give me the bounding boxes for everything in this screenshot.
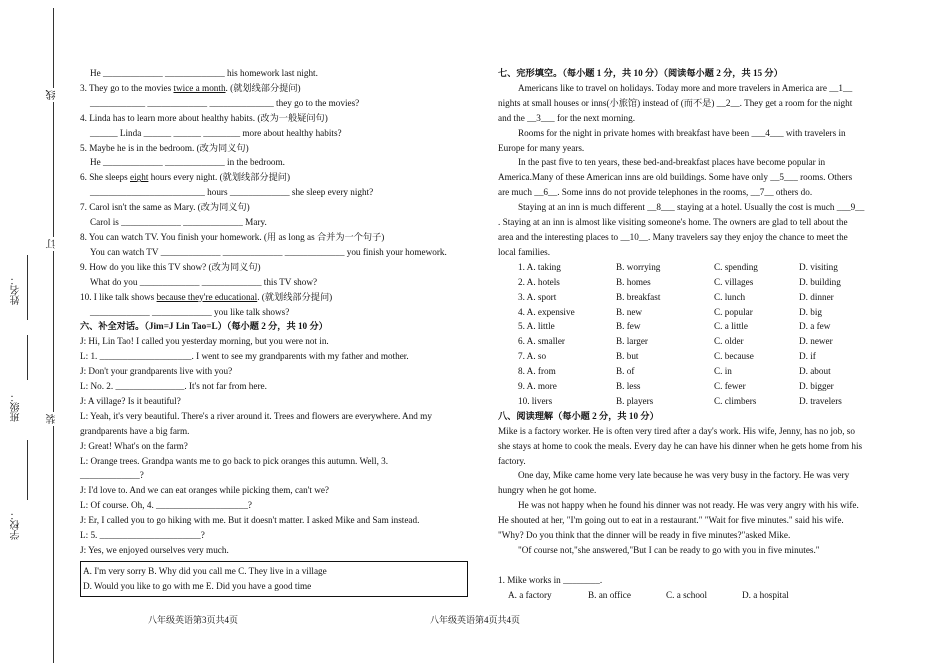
class-field-label: 班级：	[11, 392, 22, 422]
option-d: D. a hospital	[742, 589, 789, 600]
choice-option: C. climbers	[714, 395, 757, 406]
exercise-line: ______ Linda ______ ______ ________ more about healthy habits?	[90, 127, 342, 138]
exercise-line: 4. Linda has to learn more about healthy habits. (改为一般疑问句)	[80, 112, 328, 123]
exercise-line	[80, 170, 480, 185]
section-8-title: 八、阅读理解（每小题 2 分，共 10 分）	[498, 410, 659, 421]
dialog-options-box	[80, 561, 468, 597]
line-text: . (就划线部分提问)	[257, 291, 333, 302]
underlined-phrase: because they're educational	[156, 291, 258, 302]
choice-row	[498, 260, 898, 275]
choice-row	[498, 290, 898, 305]
blank-gap	[498, 558, 898, 573]
school-field-label: 学校：	[11, 510, 22, 540]
page-footer-left: 八年级英语第3页共4页	[148, 615, 239, 625]
choice-option: 4. A. expensive	[518, 306, 575, 317]
exercise-line: He _____________ _____________ his homework last night.	[90, 68, 318, 78]
dialog-line: _____________?	[80, 470, 144, 481]
choice-option: 6. A. smaller	[518, 336, 565, 347]
cloze-line: In the past five to ten years, these bed-and-breakfast places have become popular in	[518, 157, 826, 168]
dialog-line: J: I'd love to. And we can eat oranges while picking them, can't we?	[80, 485, 329, 496]
right-column	[498, 66, 898, 603]
choice-option: B. homes	[616, 276, 651, 287]
choice-option: B. few	[616, 321, 641, 332]
choice-option: 1. A. taking	[518, 261, 561, 272]
dialog-line: L: Of course. Oh, 4. ____________________?	[80, 500, 252, 511]
choice-option: C. fewer	[714, 381, 746, 392]
dialog-line: J: A village? Is it beautiful?	[80, 395, 181, 406]
section-6-title: 六、补全对话。（Jim=J Lin Tao=L）（每小题 2 分，共 10 分）	[80, 321, 328, 332]
choice-option: 7. A. so	[518, 351, 547, 362]
choice-option: D. a few	[799, 321, 831, 332]
exercise-line: You can watch TV _____________ _____________ _____________ you finish your homework.	[90, 246, 447, 257]
cloze-line: America.Many of these American inns are old buildings. Some have only __5___ rooms. Others	[498, 172, 853, 183]
choice-option: C. older	[714, 336, 744, 347]
choice-row	[498, 349, 898, 364]
dialog-line: J: Yes, we enjoyed ourselves very much.	[80, 545, 229, 555]
choice-option: D. dinner	[799, 291, 834, 302]
reading-line: she stays at home to cook the meals. Every day he can have his dinner when he gets home from his	[498, 440, 863, 451]
line-text: . (就划线部分提问)	[225, 82, 301, 93]
exercise-line: 8. You can watch TV. You finish your homework. (用 as long as 合并为一个句子)	[80, 231, 385, 242]
choice-option: 3. A. sport	[518, 291, 557, 302]
choice-row	[498, 305, 898, 320]
question-1: 1. Mike works in ________.	[498, 574, 603, 585]
question-1-options	[498, 588, 898, 603]
line-text: hours every night. (就划线部分提问)	[148, 172, 291, 183]
choice-row	[498, 364, 898, 379]
choice-option: 2. A. hotels	[518, 276, 560, 287]
exercise-line: He _____________ _____________ in the bedroom.	[90, 157, 285, 168]
exercise-line: 9. How do you like this TV show? (改为同义句)	[80, 261, 261, 272]
binding-line	[53, 8, 54, 663]
choice-row	[498, 394, 898, 409]
dialog-line: grandparents have a big farm.	[80, 425, 190, 436]
cloze-line: local families.	[498, 246, 551, 257]
choice-row	[498, 319, 898, 334]
choice-option: 10. livers	[518, 395, 553, 406]
class-underline	[27, 335, 28, 380]
line-text: 6. She sleeps	[80, 172, 131, 183]
dialog-line: L: Yeah, it's very beautiful. There's a river around it. Trees and flowers are everywhere. And my	[80, 410, 432, 421]
reading-line: He shouted at her, "I'm going out to eat in a restaurant." "Wait for five minutes." said his wife.	[498, 515, 844, 526]
reading-line: "Of course not,"she answered,"But I can be ready to go with you in five minutes."	[518, 545, 820, 555]
dialog-line: J: Er, I called you to go hiking with me. But it doesn't matter. I asked Mike and Sam instead.	[80, 515, 420, 526]
choice-option: D. newer	[799, 336, 833, 347]
choice-option: C. in	[714, 366, 732, 377]
choice-option: C. villages	[714, 276, 754, 287]
cloze-line: area and the interesting places to __10__. Many travelers say they enjoy the chance to meet the	[498, 231, 848, 242]
choice-option: B. worrying	[616, 261, 661, 272]
choice-option: B. players	[616, 395, 654, 406]
choice-option: C. spending	[714, 261, 758, 272]
choice-option: B. larger	[616, 336, 648, 347]
choice-row	[498, 379, 898, 394]
exercise-line: 7. Carol isn't the same as Mary. (改为同义句)	[80, 202, 250, 213]
choice-option: D. about	[799, 366, 831, 377]
exercise-line	[80, 81, 480, 96]
choice-option: B. less	[616, 381, 641, 392]
dialog-line: J: Don't your grandparents live with you?	[80, 366, 233, 377]
choice-option: D. building	[799, 276, 841, 287]
dialog-line: L: 5. ______________________?	[80, 530, 205, 541]
options-line: A. I'm very sorry B. Why did you call me C. They live in a village	[83, 565, 327, 576]
name-underline	[27, 255, 28, 320]
choice-option: 5. A. little	[518, 321, 555, 332]
choice-option: 8. A. from	[518, 366, 556, 377]
dialog-line: L: Orange trees. Grandpa wants me to go back to pick oranges this autumn. Well, 3.	[80, 455, 389, 466]
choice-option: B. of	[616, 366, 635, 377]
cloze-line: nights at small houses or inns(小旅馆) instead of (而不是) __2__. They get a room for the night	[498, 97, 853, 108]
exercise-line: What do you _____________ _____________ this TV show?	[90, 276, 318, 287]
choice-option: D. big	[799, 306, 822, 317]
underlined-phrase: eight	[130, 172, 149, 183]
choice-option: B. new	[616, 306, 643, 317]
exercise-line	[80, 290, 480, 305]
dialog-line: J: Great! What's on the farm?	[80, 440, 188, 451]
reading-line: One day, Mike came home very late because he was very busy in the factory. He was very	[518, 470, 850, 481]
reading-line: He was not happy when he found his dinner was not ready. He was very angry with his wife.	[518, 500, 859, 511]
cloze-line: Rooms for the night in private homes with breakfast have been ___4___ with travelers in	[518, 127, 846, 138]
dialog-line: L: 1. ____________________. I went to see my grandparents with my father and mother.	[80, 351, 409, 362]
options-line: D. Would you like to go with me E. Did you have a good time	[83, 580, 312, 591]
option-b: B. an office	[588, 589, 631, 600]
choice-option: C. popular	[714, 306, 753, 317]
choice-option: D. if	[799, 351, 816, 362]
binding-margin	[0, 0, 70, 671]
section-7-title: 七、完形填空。（每小题 1 分，共 10 分）（阅读每小题 2 分，共 15 分）	[498, 68, 783, 78]
cloze-line: . Staying at an inn is almost like visiting someone's home. The owners are glad to tell about the	[498, 217, 848, 228]
exercise-line: _________________________ hours _____________ she sleep every night?	[90, 187, 374, 198]
page-footer-right: 八年级英语第4页共4页	[430, 615, 521, 625]
choice-row	[498, 275, 898, 290]
reading-line: "Why? Do you think that the dinner will be ready in five minutes?"asked Mike.	[498, 530, 791, 541]
choice-option: D. bigger	[799, 381, 834, 392]
choice-option: B. breakfast	[616, 291, 661, 302]
dialog-line: J: Hi, Lin Tao! I called you yesterday morning, but you were not in.	[80, 336, 329, 347]
choice-option: C. a little	[714, 321, 748, 332]
reading-line: hungry when he got home.	[498, 485, 597, 496]
cloze-line: Staying at an inn is much different __8___ staying at a hotel. Usually the cost is much ___9__	[518, 202, 865, 213]
school-underline	[27, 440, 28, 500]
left-column	[80, 66, 480, 597]
option-a: A. a factory	[508, 589, 552, 600]
cloze-choices	[498, 260, 898, 409]
cloze-line: are much __6__. Some inns do not provide telephones in the rooms, __7__ others do.	[498, 187, 813, 198]
name-field-label: 姓名：	[11, 275, 22, 305]
choice-option: C. lunch	[714, 291, 746, 302]
binding-char-zhuang: 装	[47, 414, 58, 424]
exercise-line: ____________ _____________ ______________ they go to the movies?	[90, 97, 360, 108]
line-text: 10. I like talk shows	[80, 291, 157, 302]
exercise-line: 5. Maybe he is in the bedroom. (改为同义句)	[80, 142, 249, 153]
choice-row	[498, 334, 898, 349]
choice-option: D. travelers	[799, 395, 842, 406]
line-text: 3. They go to the movies	[80, 82, 174, 93]
binding-char-ding: 订	[47, 239, 58, 249]
reading-line: factory.	[498, 455, 526, 466]
reading-line: Mike is a factory worker. He is often very tired after a day's work. His wife, Jenny, has no job, so	[498, 425, 855, 436]
choice-option: 9. A. more	[518, 381, 557, 392]
dialog-line: L: No. 2. _______________. It's not far from here.	[80, 381, 267, 392]
choice-option: C. because	[714, 351, 754, 362]
option-c: C. a school	[666, 589, 708, 600]
cloze-line: Americans like to travel on holidays. Today more and more travelers in America are __1__	[518, 82, 853, 93]
underlined-phrase: twice a month	[173, 82, 226, 93]
cloze-line: Europe for many years.	[498, 142, 585, 153]
binding-char-xian: 线	[47, 90, 58, 100]
exercise-line: Carol is _____________ _____________ Mary.	[90, 217, 267, 228]
choice-option: B. but	[616, 351, 639, 362]
exercise-line: _____________ _____________ you like talk shows?	[90, 306, 290, 317]
choice-option: D. visiting	[799, 261, 838, 272]
cloze-line: and the __3___ for the next morning.	[498, 112, 636, 123]
